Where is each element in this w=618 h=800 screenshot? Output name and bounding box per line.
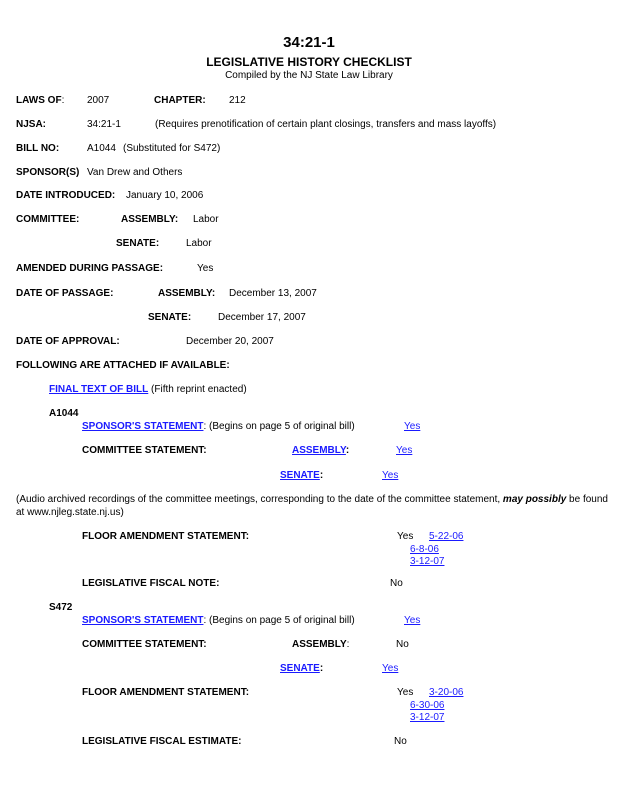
sponsor-value: Van Drew and Others bbox=[87, 167, 183, 178]
s472-fiscal-value: No bbox=[394, 736, 407, 747]
laws-of-value: 2007 bbox=[87, 95, 110, 106]
final-text-link[interactable]: FINAL TEXT OF BILL bbox=[49, 384, 149, 395]
a1044-floor-date-link[interactable]: 3-12-07 bbox=[410, 556, 445, 567]
sponsor-label: SPONSOR(S) bbox=[16, 167, 80, 178]
committee-assembly-label: ASSEMBLY: bbox=[121, 214, 179, 225]
committee-label: COMMITTEE: bbox=[16, 214, 80, 225]
final-text-row bbox=[49, 384, 247, 395]
laws-of-label: LAWS OF bbox=[16, 95, 62, 106]
s472-floor-label: FLOOR AMENDMENT STATEMENT: bbox=[82, 687, 250, 698]
s472-label: S472 bbox=[49, 602, 73, 613]
s472-sponsor-yes-link[interactable]: Yes bbox=[404, 615, 421, 626]
compiled-by: Compiled by the NJ State Law Library bbox=[225, 70, 393, 81]
bill-no-label: BILL NO: bbox=[16, 143, 60, 154]
document-cite: 34:21-1 bbox=[283, 34, 335, 51]
a1044-floor-label: FLOOR AMENDMENT STATEMENT: bbox=[82, 531, 250, 542]
a1044-senate-row: SENATE: bbox=[280, 470, 324, 481]
s472-floor-date-link[interactable]: 3-12-07 bbox=[410, 712, 445, 723]
a1044-floor-value: Yes bbox=[397, 531, 414, 542]
a1044-sponsor-yes-link[interactable]: Yes bbox=[404, 421, 421, 432]
s472-assembly-row: ASSEMBLY: bbox=[292, 639, 350, 650]
a1044-sponsor-statement-link[interactable]: SPONSOR'S STATEMENT bbox=[82, 421, 204, 432]
passage-senate-label: SENATE: bbox=[148, 312, 192, 323]
committee-senate-value: Labor bbox=[186, 238, 212, 249]
njsa-description: (Requires prenotification of certain plant closings, transfers and mass layoffs) bbox=[155, 119, 497, 130]
passage-senate-value: December 17, 2007 bbox=[218, 312, 306, 323]
s472-fiscal-label: LEGISLATIVE FISCAL ESTIMATE: bbox=[82, 736, 242, 747]
approval-label: DATE OF APPROVAL: bbox=[16, 336, 120, 347]
a1044-sponsor-note: : (Begins on page 5 of original bill) bbox=[203, 421, 355, 432]
a1044-floor-date-link[interactable]: 6-8-06 bbox=[410, 544, 439, 555]
laws-of-row: LAWS OF: bbox=[16, 95, 65, 106]
audio-note-line1: (Audio archived recordings of the committee meetings, corresponding to the date of the committee statement, may possibly be found bbox=[16, 494, 608, 505]
s472-committee-label: COMMITTEE STATEMENT: bbox=[82, 639, 207, 650]
s472-floor-value: Yes bbox=[397, 687, 414, 698]
document-title: LEGISLATIVE HISTORY CHECKLIST bbox=[206, 55, 412, 69]
passage-label: DATE OF PASSAGE: bbox=[16, 288, 114, 299]
approval-value: December 20, 2007 bbox=[186, 336, 274, 347]
passage-assembly-label: ASSEMBLY: bbox=[158, 288, 216, 299]
chapter-value: 212 bbox=[229, 95, 246, 106]
attached-heading: FOLLOWING ARE ATTACHED IF AVAILABLE: bbox=[16, 360, 230, 371]
date-introduced-value: January 10, 2006 bbox=[126, 190, 204, 201]
a1044-committee-label: COMMITTEE STATEMENT: bbox=[82, 445, 207, 456]
a1044-fiscal-label: LEGISLATIVE FISCAL NOTE: bbox=[82, 578, 220, 589]
a1044-assembly-link[interactable]: ASSEMBLY bbox=[292, 445, 346, 456]
njsa-label: NJSA: bbox=[16, 119, 47, 130]
a1044-fiscal-value: No bbox=[390, 578, 403, 589]
committee-assembly-value: Labor bbox=[193, 214, 219, 225]
date-introduced-label: DATE INTRODUCED: bbox=[16, 190, 116, 201]
amended-value: Yes bbox=[197, 263, 214, 274]
s472-senate-yes-link[interactable]: Yes bbox=[382, 663, 399, 674]
final-text-note: (Fifth reprint enacted) bbox=[151, 384, 247, 395]
a1044-assembly-row: ASSEMBLY: bbox=[292, 445, 350, 456]
chapter-label: CHAPTER: bbox=[154, 95, 206, 106]
a1044-senate-yes-link[interactable]: Yes bbox=[382, 470, 399, 481]
njsa-value: 34:21-1 bbox=[87, 119, 121, 130]
s472-floor-date-link[interactable]: 6-30-06 bbox=[410, 700, 445, 711]
s472-sponsor-statement-link[interactable]: SPONSOR'S STATEMENT bbox=[82, 615, 204, 626]
a1044-sponsor-row bbox=[82, 421, 355, 432]
bill-no-value: A1044 bbox=[87, 143, 116, 154]
s472-assembly-value: No bbox=[396, 639, 409, 650]
s472-floor-date-link[interactable]: 3-20-06 bbox=[429, 687, 464, 698]
s472-sponsor-note: : (Begins on page 5 of original bill) bbox=[203, 615, 355, 626]
s472-assembly-label: ASSEMBLY bbox=[292, 639, 347, 650]
audio-note-line2: at www.njleg.state.nj.us) bbox=[16, 507, 124, 518]
audio-note-emphasis: may possibly bbox=[502, 494, 567, 505]
a1044-senate-link[interactable]: SENATE bbox=[280, 470, 320, 481]
a1044-assembly-yes-link[interactable]: Yes bbox=[396, 445, 413, 456]
s472-senate-row: SENATE: bbox=[280, 663, 324, 674]
committee-senate-label: SENATE: bbox=[116, 238, 160, 249]
bill-no-note: (Substituted for S472) bbox=[123, 143, 221, 154]
s472-senate-link[interactable]: SENATE bbox=[280, 663, 320, 674]
passage-assembly-value: December 13, 2007 bbox=[229, 288, 317, 299]
a1044-label: A1044 bbox=[49, 408, 79, 419]
a1044-floor-date-link[interactable]: 5-22-06 bbox=[429, 531, 464, 542]
s472-sponsor-row bbox=[82, 615, 355, 626]
amended-label: AMENDED DURING PASSAGE: bbox=[16, 263, 164, 274]
